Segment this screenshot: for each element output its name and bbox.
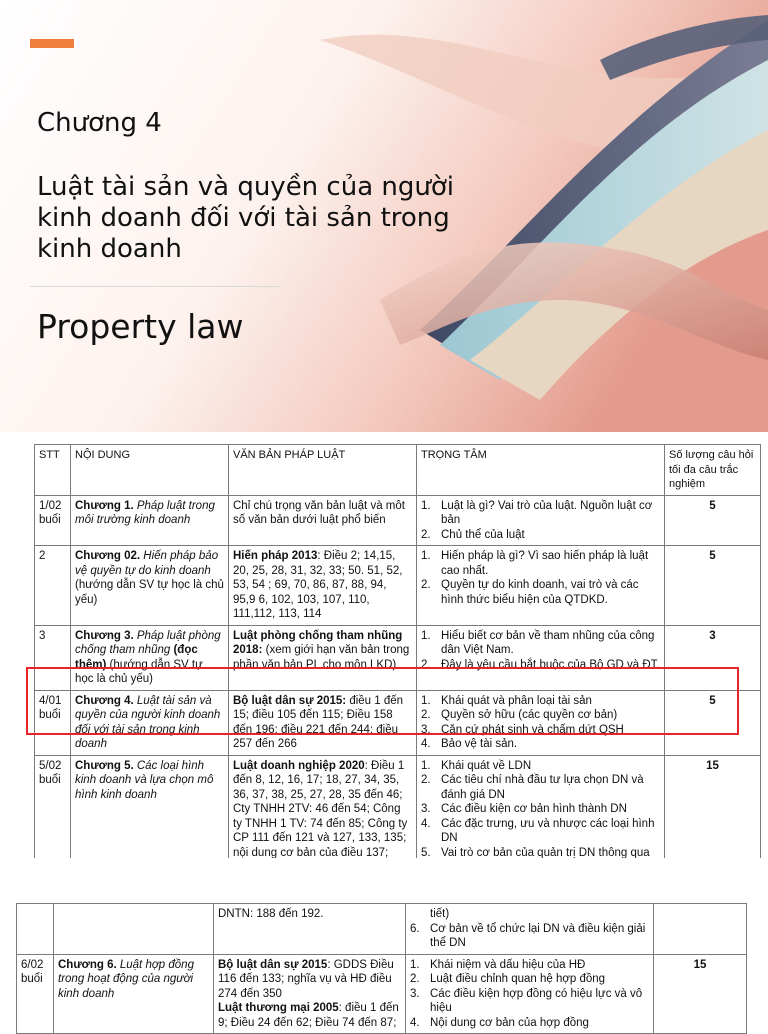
- list-item: 2. Quyền sở hữu (các quyền cơ bản): [421, 709, 618, 721]
- syllabus-table: [34, 444, 761, 879]
- header-law: VĂN BẢN PHÁP LUẬT: [229, 445, 417, 496]
- row-content: Chương 6. Luật hợp đồng trong hoạt động của người kinh doanh: [54, 954, 214, 1034]
- row-content: Chương 3. Pháp luật phòng chống tham nhũng (đọc thêm) (hướng dẫn SV tự học là chủ yếu): [71, 625, 229, 690]
- title-slide: [0, 0, 768, 432]
- row-focus: [417, 546, 665, 626]
- row-content: Chương 1. Pháp luật trong môi trường kinh doanh: [71, 495, 229, 546]
- row-stt: 4/01 buổi: [35, 690, 71, 755]
- header-stt: STT: [35, 445, 71, 496]
- row-law: DNTN: 188 đến 192.: [214, 904, 406, 955]
- list-item: tiết): [430, 908, 450, 920]
- list-item: 2. Luật điều chỉnh quan hệ hợp đồng: [410, 973, 606, 985]
- row-law: Chỉ chú trọng văn bản luật và môt số văn bản dưới luật phổ biến: [229, 495, 417, 546]
- list-item: 3. Các điều kiện cơ bản hình thành DN: [421, 803, 627, 815]
- table-row-continued: [17, 904, 747, 955]
- row-count: 15: [665, 755, 761, 878]
- row-stt: [17, 904, 54, 955]
- highlight-rectangle: [26, 667, 739, 735]
- row-law: Bộ luật dân sự 2015: điều 1 đến 15; điều 105 đến 115; Điều 158 đến 196; điều 221 đến 244; điều 257 đến 266: [229, 690, 417, 755]
- syllabus-table-continued: [16, 903, 747, 1034]
- list-item: 2. Quyền tự do kinh doanh, vai trò và các hình thức biểu hiện của QTDKD.: [421, 579, 639, 606]
- list-item: 4. Các đặc trưng, ưu và nhược các loại hình DN: [421, 817, 655, 844]
- list-item: 1. Khái quát về LDN: [421, 759, 532, 772]
- list-item: 3. Các điều kiện hợp đồng có hiệu lực và vô hiệu: [410, 987, 643, 1014]
- row-count: 5: [665, 546, 761, 626]
- list-item: 1. Khái quát và phân loại tài sản: [421, 694, 592, 707]
- row-stt: 6/02 buổi: [17, 954, 54, 1034]
- list-item: 4. Bảo vệ tài sản.: [421, 738, 518, 750]
- list-item: 1. Hiểu biết cơ bản về tham nhũng của công dân Việt Nam.: [421, 629, 655, 656]
- row-stt: 3: [35, 625, 71, 690]
- row-count: 5: [665, 495, 761, 546]
- list-item: 1. Khái niệm và dấu hiệu của HĐ: [410, 958, 586, 971]
- row-count: 3: [665, 625, 761, 690]
- table-row: [17, 954, 747, 1034]
- chapter-heading: Chương 4: [37, 108, 162, 138]
- list-item: 6. Cơ bản về tổ chức lại DN và điều kiện giải thể DN: [410, 922, 646, 949]
- list-item: 2. Chủ thể của luật: [421, 528, 525, 541]
- page-gap: [0, 858, 768, 902]
- chapter-subtitle: Luật tài sản và quyền của người kinh doanh đối với tài sản trong kinh doanh: [37, 172, 454, 264]
- table-row: [35, 495, 761, 546]
- row-stt: 1/02 buổi: [35, 495, 71, 546]
- row-count: 15: [654, 954, 747, 1034]
- row-content: Chương 02. Hiến pháp bảo vệ quyền tự do kinh doanh (hướng dẫn SV tự học là chủ yếu): [71, 546, 229, 626]
- accent-bar: [30, 39, 74, 48]
- list-item: 1. Hiến pháp là gì? Vì sao hiến pháp là luật cao nhất.: [421, 550, 649, 577]
- row-law: Hiến pháp 2013: Điều 2; 14,15, 20, 25, 28, 31, 32, 33; 50. 51, 52, 53, 54 ; 69, 70, 86, 87, 88, 94, 95,9 6, 102, 103, 107, 110, 111,112, 113, 114: [229, 546, 417, 626]
- row-content: Chương 4. Luật tài sản và quyền của người kinh doanh đối với tài sản trong kinh doanh: [71, 690, 229, 755]
- row-focus: [406, 904, 654, 955]
- divider: [30, 286, 280, 287]
- row-count: 5: [665, 690, 761, 755]
- header-content: NỘI DUNG: [71, 445, 229, 496]
- row-content: Chương 5. Các loại hình kinh doanh và lựa chọn mô hình kinh doanh: [71, 755, 229, 878]
- row-law: Luật phòng chống tham nhũng 2018: (xem giới hạn văn bản trong phần văn bản PL cho môn LKD): [229, 625, 417, 690]
- row-stt: 5/02 buổi: [35, 755, 71, 878]
- list-item: 5. Vai trò cơ bản của quản trị DN thông qua: [421, 846, 650, 859]
- header-count: Số lượng câu hỏi tối đa câu trắc nghiệm: [665, 445, 761, 496]
- list-item: 3. Căn cứ phát sinh và chấm dứt QSH: [421, 723, 624, 736]
- list-item: 2. Các tiêu chí nhà đầu tư lựa chọn DN và đánh giá DN: [421, 774, 644, 801]
- row-focus: [417, 495, 665, 546]
- table-header-row: [35, 445, 761, 496]
- row-count: [654, 904, 747, 955]
- row-focus: [406, 954, 654, 1034]
- row-stt: 2: [35, 546, 71, 626]
- row-law: Luật doanh nghiệp 2020: Điều 1 đến 8, 12, 16, 17; 18, 27, 34, 35, 36, 37, 38, 25, 27, 28, 35 đến 46; Cty TNHH 2TV: 46 đến 54; Công ty TNHH 1 TV: 74 đến 85; Công ty CP 111 đến 121 và 127, 133, 135; nội dung cơ bản của điều 137;: [229, 755, 417, 878]
- header-focus: TRỌNG TÂM: [417, 445, 665, 496]
- list-item: 2. Đây là yêu cầu bắt buộc của Bộ GD và ĐT.: [421, 658, 660, 671]
- table-row: [35, 546, 761, 626]
- slide-title: Property law: [37, 307, 244, 346]
- list-item: 4. Nội dung cơ bản của hợp đồng: [410, 1016, 589, 1029]
- row-content: [54, 904, 214, 955]
- list-item: 1. Luật là gì? Vai trò của luật. Nguồn luật cơ bản: [421, 499, 653, 526]
- row-law: Bộ luật dân sự 2015: GDDS Điều 116 đến 133; nghĩa vụ và HĐ điều 274 đến 350 Luật thương mại 2005: điều 1 đến 9; Điều 24 đến 62; Điều 74 đến 87;: [214, 954, 406, 1034]
